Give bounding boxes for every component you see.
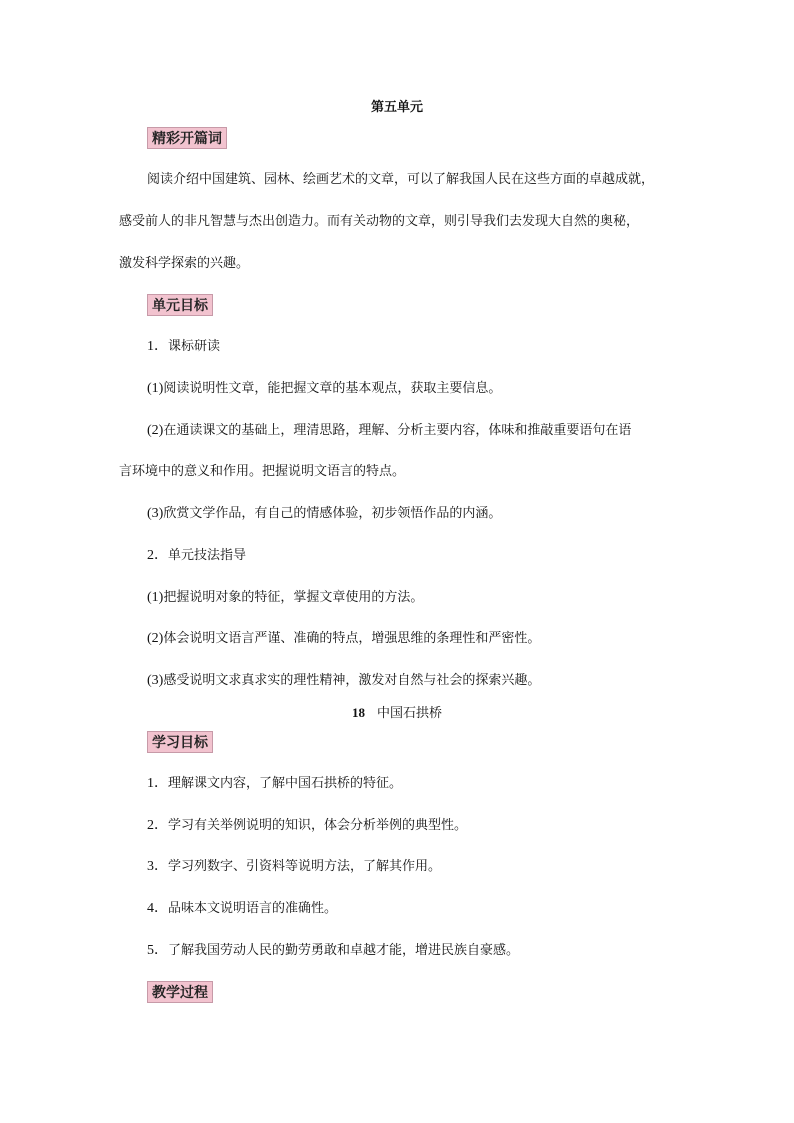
sub-number: (2) (147, 631, 164, 646)
item-number: 1． (147, 776, 168, 791)
unit-goal-item-1 (147, 338, 220, 356)
item-number: 4． (147, 901, 168, 916)
opening-line-1: 阅读介绍中国建筑、园林、绘画艺术的文章，可以了解我国人民在这些方面的卓越成就， (147, 172, 655, 187)
sub-text: 在通读课文的基础上，理清思路，理解、分析主要内容，体味和推敲重要语句在语 (163, 423, 632, 438)
item-number: 1． (147, 339, 168, 354)
item-text: 了解我国劳动人民的勤劳勇敢和卓越才能，增进民族自豪感。 (168, 943, 520, 958)
section-tag-opening: 精彩开篇词 (147, 127, 227, 149)
unit-title: 第五单元 (370, 100, 423, 115)
learning-goal-1 (147, 775, 402, 793)
unit-goal-p2 (147, 422, 631, 440)
item-text: 学习有关举例说明的知识，体会分析举例的典型性。 (168, 818, 468, 833)
unit-goal-p2-continued: 言环境中的意义和作用。把握说明文语言的特点。 (119, 464, 406, 479)
item-text: 理解课文内容，了解中国石拱桥的特征。 (168, 776, 403, 791)
lesson-name: 中国石拱桥 (376, 706, 442, 721)
section-tag-teaching-process: 教学过程 (147, 981, 213, 1003)
sub-number: (1) (147, 590, 164, 605)
opening-line-2: 感受前人的非凡智慧与杰出创造力。而有关动物的文章，则引导我们去发现大自然的奥秘， (119, 214, 640, 229)
learning-goal-3 (147, 858, 441, 876)
unit-technique-q3 (147, 672, 540, 690)
learning-goal-2 (147, 817, 467, 835)
sub-text: 阅读说明性文章，能把握文章的基本观点，获取主要信息。 (163, 381, 502, 396)
sub-text: 把握说明对象的特征，掌握文章使用的方法。 (163, 590, 424, 605)
sub-text: 感受说明文求真求实的理性精神，激发对自然与社会的探索兴趣。 (163, 673, 541, 688)
section-tag-unit-goals: 单元目标 (147, 294, 213, 316)
sub-number: (3) (147, 673, 164, 688)
unit-technique-q2 (147, 630, 540, 648)
sub-text: 体会说明文语言严谨、准确的特点，增强思维的条理性和严密性。 (163, 631, 541, 646)
item-text: 学习列数字、引资料等说明方法，了解其作用。 (168, 859, 442, 874)
item-label: 课标研读 (168, 339, 221, 354)
item-number: 5． (147, 943, 168, 958)
opening-line-3: 激发科学探索的兴趣。 (119, 256, 250, 271)
item-label: 单元技法指导 (168, 548, 247, 563)
item-text: 品味本文说明语言的准确性。 (168, 901, 338, 916)
sub-number: (2) (147, 423, 164, 438)
section-tag-learning-goals: 学习目标 (147, 731, 213, 753)
sub-number: (1) (147, 381, 164, 396)
item-number: 2． (147, 818, 168, 833)
unit-goal-p3 (147, 505, 501, 523)
item-number: 3． (147, 859, 168, 874)
unit-goal-p1 (147, 380, 501, 398)
sub-number: (3) (147, 506, 164, 521)
learning-goal-4 (147, 900, 337, 918)
lesson-title (0, 705, 794, 722)
unit-technique-q1 (147, 589, 423, 607)
sub-text: 欣赏文学作品，有自己的情感体验，初步领悟作品的内涵。 (163, 506, 502, 521)
learning-goal-5 (147, 942, 519, 960)
item-number: 2． (147, 548, 168, 563)
lesson-number: 18 (351, 705, 365, 720)
unit-goal-item-2 (147, 547, 246, 565)
